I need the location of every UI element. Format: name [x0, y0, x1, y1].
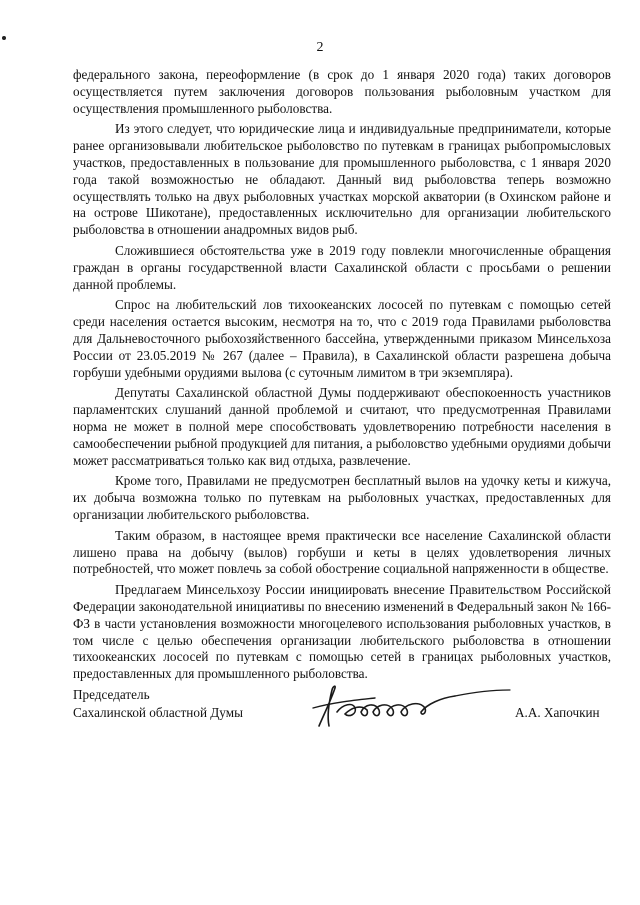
paragraph: Сложившиеся обстоятельства уже в 2019 году повлекли многочисленные обращения граждан в органы государственной власти Сахалинской области с просьбами о решении данной проблемы.: [73, 242, 611, 292]
document-body: [73, 67, 611, 687]
page-number: 2: [316, 40, 324, 55]
paragraph: федерального закона, переоформление (в срок до 1 января 2020 года) таких договоров осуществляется путем заключения договоров пользования рыболовным участком для осуществления промышленного рыболовства.: [73, 67, 611, 116]
paragraph: Спрос на любительский лов тихоокеанских лососей по путевкам с помощью сетей среди населения остается высоким, несмотря на то, что с 2019 года Правилами рыболовства для Дальневосточного рыбохозяйственного бассейна, утвержденными приказом Минсельхоза России от 23.05.2019 № 267 (далее – Правила), в Сахалинской области разрешена добыча горбуши удебными орудиями вылова (с суточным лимитом в три экземпляра).: [73, 297, 611, 380]
paragraph: Депутаты Сахалинской областной Думы поддерживают обеспокоенность участников парламентских слушаний данной проблемой и считают, что предусмотренная Правилами норма не может в полной мере способствовать удовлетворению потребности населения в самообеспечении рыбной продукцией для питания, а рыболовство удебными орудиями добычи может рассматриваться только как вид отдыха, развлечение.: [73, 385, 611, 468]
signatory-name: А.А. Хапочкин: [515, 705, 600, 720]
signature-block: [73, 682, 613, 742]
paragraph: Из этого следует, что юридические лица и индивидуальные предприниматели, которые ранее организовывали любительское рыболовство по путевкам в границах рыбопромысловых участков, предоставленных в пользование для промышленного рыболовства, с 1 января 2020 года такой возможностью не обладают. Данный вид рыболовства теперь возможно осуществлять только на двух рыболовных участках морской акватории (в Охинском районе и на острове Шикотане), предоставленных исключительно для организации любительского рыболовства в отношении анадромных видов рыб.: [73, 121, 611, 238]
signatory-title-line2: Сахалинской областной Думы: [73, 705, 243, 720]
paragraph: Кроме того, Правилами не предусмотрен бесплатный вылов на удочку кеты и кижуча, их добыча возможна только по путевкам на рыболовных участках, предоставленных для организации любительского рыболовства.: [73, 473, 611, 522]
paragraph: Таким образом, в настоящее время практически все население Сахалинской области лишено права на добычу (вылов) горбуши и кеты в целях удовлетворения личных потребностей, что может повлечь за собой обострение социальной напряженности в обществе.: [73, 527, 611, 577]
signatory-title-line1: Председатель: [73, 687, 150, 702]
paragraph: Предлагаем Минсельхозу России инициировать внесение Правительством Российской Федерации законодательной инициативы по внесению изменений в Федеральный закон № 166-ФЗ в части установления возможности многоцелевого использования рыболовных участков, в том числе с целью обеспечения организации любительского рыболовства в отношении тихоокеанских лососей по путевкам с помощью сетей в границах рыболовных участков, предоставленных для промышленного рыболовства.: [73, 582, 611, 682]
handwritten-signature: [305, 682, 525, 732]
